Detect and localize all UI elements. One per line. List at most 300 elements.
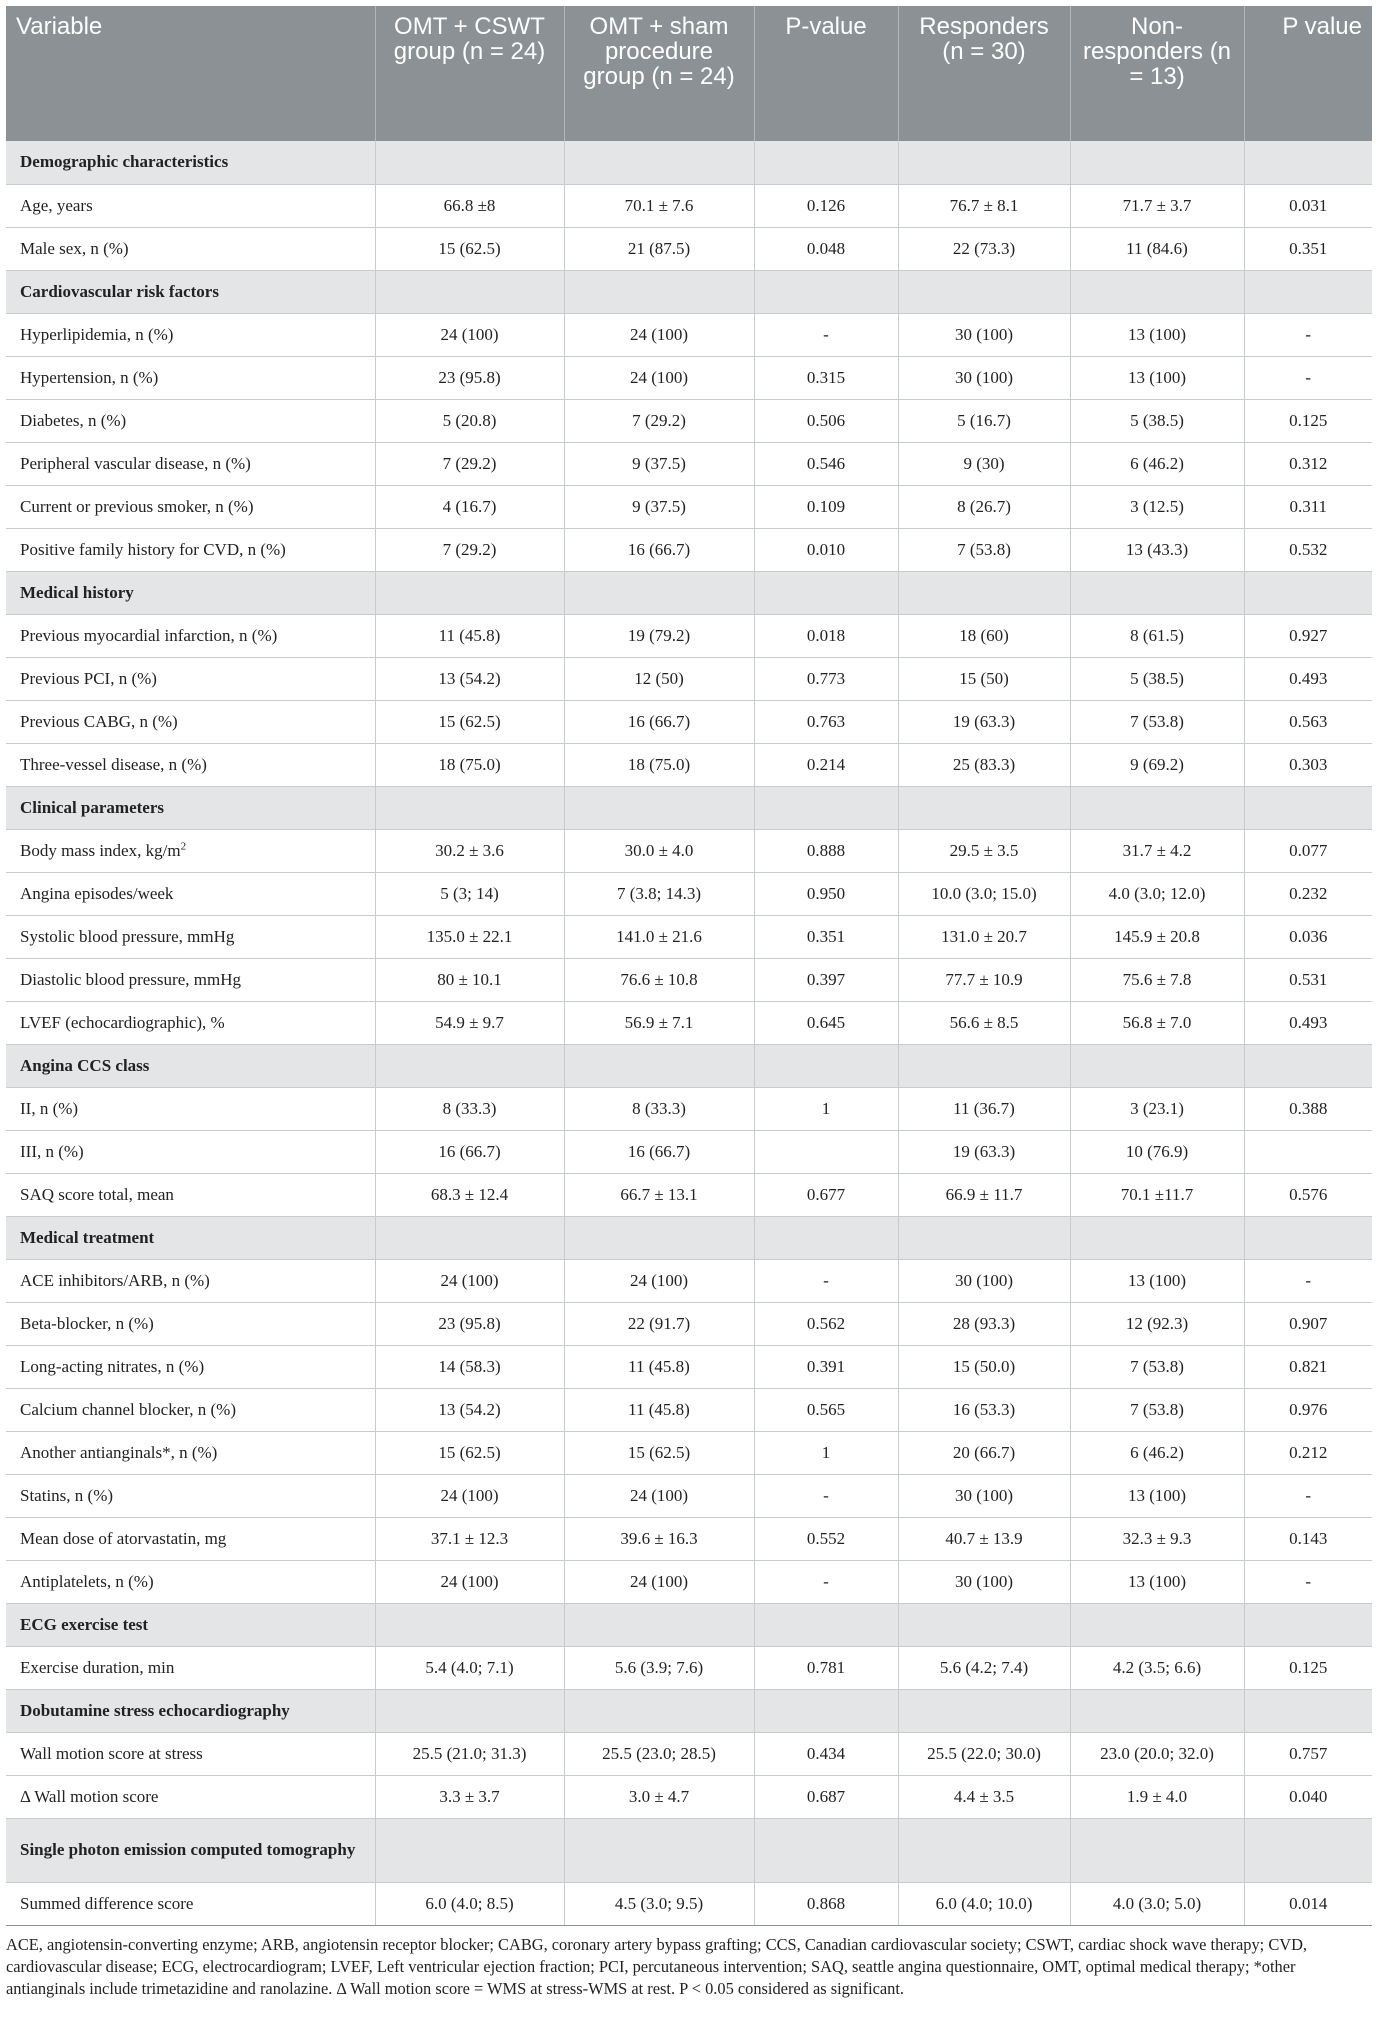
table-cell: 30 (100) — [898, 356, 1070, 399]
table-footnote: ACE, angiotensin-converting enzyme; ARB, angiotensin receptor blocker; CABG, coronary artery bypass grafting; CCS, Canadian cardiovascular society; CSWT, cardiac shock wave therapy; CVD, cardiovascular disease; ECG, electrocardiogram; LVEF, Left ventricular ejection fraction; PCI, percutaneous intervention; SAQ, seattle angina questionnaire, OMT, optimal medical therapy; *other antianginals include trimetazidine and ranolazine. Δ Wall motion score = WMS at stress-WMS at rest. P < 0.05 considered as significant. — [6, 1934, 1308, 1998]
table-row — [6, 1646, 1372, 1689]
table-row — [6, 184, 1372, 227]
table-cell: 0.077 — [1244, 829, 1372, 872]
row-label: Another antianginals*, n (%) — [6, 1431, 375, 1474]
table-cell: 0.868 — [754, 1882, 898, 1925]
table-cell: 37.1 ± 12.3 — [375, 1517, 564, 1560]
table-row — [6, 356, 1372, 399]
table-cell: 10.0 (3.0; 15.0) — [898, 872, 1070, 915]
table-cell: 0.950 — [754, 872, 898, 915]
section-row — [6, 1818, 1372, 1882]
table-cell: 7 (29.2) — [375, 442, 564, 485]
table-cell: 16 (53.3) — [898, 1388, 1070, 1431]
section-empty-cell — [375, 1603, 564, 1646]
section-empty-cell — [1070, 1603, 1244, 1646]
row-label: Hypertension, n (%) — [6, 356, 375, 399]
table-row — [6, 872, 1372, 915]
table-cell: 0.014 — [1244, 1882, 1372, 1925]
table-cell: 0.391 — [754, 1345, 898, 1388]
table-cell: 1.9 ± 4.0 — [1070, 1775, 1244, 1818]
section-empty-cell — [375, 571, 564, 614]
table-cell: 0.125 — [1244, 399, 1372, 442]
table-cell: 23 (95.8) — [375, 1302, 564, 1345]
table-cell: 7 (29.2) — [375, 528, 564, 571]
table-cell: 16 (66.7) — [564, 528, 754, 571]
table-cell: 77.7 ± 10.9 — [898, 958, 1070, 1001]
table-cell: 0.018 — [754, 614, 898, 657]
table-cell: 15 (50) — [898, 657, 1070, 700]
section-label: Cardiovascular risk factors — [6, 270, 375, 313]
table-body — [6, 141, 1372, 1925]
table-cell: 0.687 — [754, 1775, 898, 1818]
table-cell: 31.7 ± 4.2 — [1070, 829, 1244, 872]
table-row — [6, 1001, 1372, 1044]
section-empty-cell — [754, 1216, 898, 1259]
section-empty-cell — [754, 1689, 898, 1732]
table-row — [6, 829, 1372, 872]
row-label-text: Body mass index, kg/m — [20, 840, 181, 860]
table-cell: 0.562 — [754, 1302, 898, 1345]
section-label: Demographic characteristics — [6, 141, 375, 184]
table-cell: 56.6 ± 8.5 — [898, 1001, 1070, 1044]
section-empty-cell — [1070, 1818, 1244, 1882]
table-cell: - — [754, 1560, 898, 1603]
section-empty-cell — [1244, 1818, 1372, 1882]
row-label: Diabetes, n (%) — [6, 399, 375, 442]
section-empty-cell — [375, 786, 564, 829]
section-empty-cell — [898, 1689, 1070, 1732]
table-row — [6, 1517, 1372, 1560]
table-cell: - — [1244, 356, 1372, 399]
row-label: Wall motion score at stress — [6, 1732, 375, 1775]
section-empty-cell — [754, 786, 898, 829]
table-cell: 10 (76.9) — [1070, 1130, 1244, 1173]
table-row — [6, 1775, 1372, 1818]
section-row — [6, 1603, 1372, 1646]
table-cell: 8 (26.7) — [898, 485, 1070, 528]
table-cell: 0.214 — [754, 743, 898, 786]
table-cell: 30.0 ± 4.0 — [564, 829, 754, 872]
table-cell: 15 (50.0) — [898, 1345, 1070, 1388]
table-cell: 70.1 ± 7.6 — [564, 184, 754, 227]
section-empty-cell — [375, 1216, 564, 1259]
row-label: ACE inhibitors/ARB, n (%) — [6, 1259, 375, 1302]
table-cell: 32.3 ± 9.3 — [1070, 1517, 1244, 1560]
row-label: Exercise duration, min — [6, 1646, 375, 1689]
table-cell: 3.0 ± 4.7 — [564, 1775, 754, 1818]
table-cell: 13 (100) — [1070, 1259, 1244, 1302]
section-empty-cell — [754, 270, 898, 313]
row-label: III, n (%) — [6, 1130, 375, 1173]
table-cell: 5 (16.7) — [898, 399, 1070, 442]
table-cell: 131.0 ± 20.7 — [898, 915, 1070, 958]
section-empty-cell — [898, 1044, 1070, 1087]
section-empty-cell — [375, 141, 564, 184]
table-cell: 0.048 — [754, 227, 898, 270]
section-empty-cell — [1070, 270, 1244, 313]
row-label: Current or previous smoker, n (%) — [6, 485, 375, 528]
row-label: LVEF (echocardiographic), % — [6, 1001, 375, 1044]
table-cell — [1244, 1130, 1372, 1173]
table-cell: 54.9 ± 9.7 — [375, 1001, 564, 1044]
table-cell: 0.493 — [1244, 657, 1372, 700]
section-row — [6, 1044, 1372, 1087]
header-variable: Variable — [6, 6, 375, 141]
table-cell: 6.0 (4.0; 10.0) — [898, 1882, 1070, 1925]
table-cell: 16 (66.7) — [564, 700, 754, 743]
section-empty-cell — [1070, 1689, 1244, 1732]
table-cell: 0.757 — [1244, 1732, 1372, 1775]
section-empty-cell — [1244, 1216, 1372, 1259]
table-cell: 1 — [754, 1431, 898, 1474]
table-cell: 24 (100) — [375, 1259, 564, 1302]
table-cell: 0.645 — [754, 1001, 898, 1044]
table-cell: 0.434 — [754, 1732, 898, 1775]
section-row — [6, 141, 1372, 184]
section-empty-cell — [1070, 786, 1244, 829]
table-cell: 14 (58.3) — [375, 1345, 564, 1388]
row-label: II, n (%) — [6, 1087, 375, 1130]
table-cell: 23.0 (20.0; 32.0) — [1070, 1732, 1244, 1775]
table-cell: 56.8 ± 7.0 — [1070, 1001, 1244, 1044]
table-cell: 5.6 (4.2; 7.4) — [898, 1646, 1070, 1689]
table-cell: 71.7 ± 3.7 — [1070, 184, 1244, 227]
table-cell: 9 (37.5) — [564, 442, 754, 485]
table-cell: 6.0 (4.0; 8.5) — [375, 1882, 564, 1925]
table-cell: 0.311 — [1244, 485, 1372, 528]
table-cell: 75.6 ± 7.8 — [1070, 958, 1244, 1001]
superscript: 2 — [180, 839, 187, 852]
section-label: Clinical parameters — [6, 786, 375, 829]
section-empty-cell — [1070, 1044, 1244, 1087]
section-empty-cell — [564, 1216, 754, 1259]
table-cell: 9 (37.5) — [564, 485, 754, 528]
table-cell: 30 (100) — [898, 1560, 1070, 1603]
table-cell: 141.0 ± 21.6 — [564, 915, 754, 958]
table-row — [6, 1345, 1372, 1388]
table-cell: 0.010 — [754, 528, 898, 571]
table-cell: 21 (87.5) — [564, 227, 754, 270]
table-cell: 24 (100) — [564, 1474, 754, 1517]
section-empty-cell — [564, 1044, 754, 1087]
section-label: Medical treatment — [6, 1216, 375, 1259]
section-empty-cell — [1070, 1216, 1244, 1259]
section-label: Medical history — [6, 571, 375, 614]
table-cell: 5.4 (4.0; 7.1) — [375, 1646, 564, 1689]
table-cell: 5 (38.5) — [1070, 657, 1244, 700]
table-cell: 0.351 — [1244, 227, 1372, 270]
table-cell: - — [754, 1259, 898, 1302]
section-empty-cell — [375, 1689, 564, 1732]
table-cell: 0.232 — [1244, 872, 1372, 915]
table-cell: 70.1 ±11.7 — [1070, 1173, 1244, 1216]
header-p-value-2: P value — [1244, 6, 1372, 141]
section-empty-cell — [754, 1603, 898, 1646]
section-row — [6, 786, 1372, 829]
row-label: Statins, n (%) — [6, 1474, 375, 1517]
section-empty-cell — [1244, 1689, 1372, 1732]
table-cell: - — [754, 313, 898, 356]
table-cell: 4.0 (3.0; 12.0) — [1070, 872, 1244, 915]
table-cell: 18 (60) — [898, 614, 1070, 657]
table-row — [6, 614, 1372, 657]
section-empty-cell — [564, 571, 754, 614]
table-cell: 15 (62.5) — [375, 227, 564, 270]
table-cell: 40.7 ± 13.9 — [898, 1517, 1070, 1560]
section-empty-cell — [754, 1044, 898, 1087]
table-cell: 0.576 — [1244, 1173, 1372, 1216]
table-cell: - — [754, 1474, 898, 1517]
table-cell: 5.6 (3.9; 7.6) — [564, 1646, 754, 1689]
table-cell: 0.532 — [1244, 528, 1372, 571]
table-cell: 16 (66.7) — [375, 1130, 564, 1173]
table-cell: 15 (62.5) — [375, 1431, 564, 1474]
row-label — [6, 829, 375, 872]
table-row — [6, 657, 1372, 700]
section-row — [6, 571, 1372, 614]
table-cell: 4.0 (3.0; 5.0) — [1070, 1882, 1244, 1925]
table-cell: 39.6 ± 16.3 — [564, 1517, 754, 1560]
table-cell: 8 (33.3) — [375, 1087, 564, 1130]
table-cell: 6 (46.2) — [1070, 1431, 1244, 1474]
section-empty-cell — [375, 270, 564, 313]
header-p-value-1: P-value — [754, 6, 898, 141]
table-cell: 9 (30) — [898, 442, 1070, 485]
table-cell: 0.031 — [1244, 184, 1372, 227]
table-cell: 135.0 ± 22.1 — [375, 915, 564, 958]
table-cell: 0.781 — [754, 1646, 898, 1689]
table-row — [6, 1087, 1372, 1130]
table-cell: 11 (45.8) — [564, 1345, 754, 1388]
table-cell: 25 (83.3) — [898, 743, 1070, 786]
table-cell: - — [1244, 1259, 1372, 1302]
table-cell: 9 (69.2) — [1070, 743, 1244, 786]
table-cell: 56.9 ± 7.1 — [564, 1001, 754, 1044]
table-cell: 0.315 — [754, 356, 898, 399]
table-cell: 66.9 ± 11.7 — [898, 1173, 1070, 1216]
table-cell: 22 (91.7) — [564, 1302, 754, 1345]
table-cell: 22 (73.3) — [898, 227, 1070, 270]
row-label: Male sex, n (%) — [6, 227, 375, 270]
table-row — [6, 1882, 1372, 1925]
table-row — [6, 1259, 1372, 1302]
baseline-characteristics-table — [6, 6, 1372, 1926]
table-cell: 0.388 — [1244, 1087, 1372, 1130]
table-row — [6, 915, 1372, 958]
table-cell: 3 (12.5) — [1070, 485, 1244, 528]
table-cell: 0.397 — [754, 958, 898, 1001]
row-label: Δ Wall motion score — [6, 1775, 375, 1818]
row-label: Mean dose of atorvastatin, mg — [6, 1517, 375, 1560]
table-row — [6, 442, 1372, 485]
table-cell: 0.565 — [754, 1388, 898, 1431]
row-label: Peripheral vascular disease, n (%) — [6, 442, 375, 485]
table-cell: 68.3 ± 12.4 — [375, 1173, 564, 1216]
table-row — [6, 485, 1372, 528]
table-cell: 18 (75.0) — [564, 743, 754, 786]
table-cell: 7 (53.8) — [1070, 1345, 1244, 1388]
section-row — [6, 1689, 1372, 1732]
table-cell: 0.976 — [1244, 1388, 1372, 1431]
table-cell: 0.040 — [1244, 1775, 1372, 1818]
section-empty-cell — [898, 270, 1070, 313]
section-empty-cell — [375, 1044, 564, 1087]
row-label: Three-vessel disease, n (%) — [6, 743, 375, 786]
section-empty-cell — [564, 141, 754, 184]
section-empty-cell — [754, 571, 898, 614]
table-cell: 28 (93.3) — [898, 1302, 1070, 1345]
row-label: Hyperlipidemia, n (%) — [6, 313, 375, 356]
row-label: Previous myocardial infarction, n (%) — [6, 614, 375, 657]
table-row — [6, 1388, 1372, 1431]
table-cell: 0.773 — [754, 657, 898, 700]
section-empty-cell — [375, 1818, 564, 1882]
table-cell: 11 (84.6) — [1070, 227, 1244, 270]
table-cell: 6 (46.2) — [1070, 442, 1244, 485]
table-cell: 0.763 — [754, 700, 898, 743]
table-cell: 13 (54.2) — [375, 1388, 564, 1431]
section-row — [6, 1216, 1372, 1259]
table-cell: 0.907 — [1244, 1302, 1372, 1345]
table-cell: 24 (100) — [375, 1560, 564, 1603]
section-empty-cell — [1244, 1603, 1372, 1646]
table-row — [6, 1732, 1372, 1775]
section-empty-cell — [1244, 141, 1372, 184]
table-cell: 13 (100) — [1070, 356, 1244, 399]
section-empty-cell — [754, 1818, 898, 1882]
table-cell: 19 (63.3) — [898, 1130, 1070, 1173]
row-label: Summed difference score — [6, 1882, 375, 1925]
table-cell: 0.677 — [754, 1173, 898, 1216]
table-cell: 4.5 (3.0; 9.5) — [564, 1882, 754, 1925]
table-cell: 25.5 (23.0; 28.5) — [564, 1732, 754, 1775]
section-empty-cell — [1244, 786, 1372, 829]
table-cell: 23 (95.8) — [375, 356, 564, 399]
table-cell: 8 (61.5) — [1070, 614, 1244, 657]
section-empty-cell — [1244, 270, 1372, 313]
table-cell: 4.4 ± 3.5 — [898, 1775, 1070, 1818]
row-label: Previous CABG, n (%) — [6, 700, 375, 743]
table-cell: 5 (3; 14) — [375, 872, 564, 915]
section-empty-cell — [1070, 571, 1244, 614]
table-cell: 4 (16.7) — [375, 485, 564, 528]
table-cell: 30 (100) — [898, 1259, 1070, 1302]
table-row — [6, 1560, 1372, 1603]
section-label: Dobutamine stress echocardiography — [6, 1689, 375, 1732]
table-cell: 0.126 — [754, 184, 898, 227]
table-cell: 13 (100) — [1070, 313, 1244, 356]
table-cell: 25.5 (21.0; 31.3) — [375, 1732, 564, 1775]
table-cell: 7 (29.2) — [564, 399, 754, 442]
table-cell: 66.7 ± 13.1 — [564, 1173, 754, 1216]
row-label: Beta-blocker, n (%) — [6, 1302, 375, 1345]
row-label: Angina episodes/week — [6, 872, 375, 915]
table-cell: 20 (66.7) — [898, 1431, 1070, 1474]
table-cell: 11 (45.8) — [564, 1388, 754, 1431]
row-label: Previous PCI, n (%) — [6, 657, 375, 700]
section-empty-cell — [564, 1603, 754, 1646]
table-cell: 11 (36.7) — [898, 1087, 1070, 1130]
table-cell: 76.7 ± 8.1 — [898, 184, 1070, 227]
table-cell: 13 (100) — [1070, 1474, 1244, 1517]
table-cell: 30.2 ± 3.6 — [375, 829, 564, 872]
section-empty-cell — [898, 786, 1070, 829]
table-cell: 7 (53.8) — [1070, 1388, 1244, 1431]
section-empty-cell — [898, 1603, 1070, 1646]
table-cell: 0.303 — [1244, 743, 1372, 786]
table-cell: 0.351 — [754, 915, 898, 958]
section-label: ECG exercise test — [6, 1603, 375, 1646]
row-label: Calcium channel blocker, n (%) — [6, 1388, 375, 1431]
table-cell: 24 (100) — [564, 1560, 754, 1603]
section-empty-cell — [564, 1818, 754, 1882]
table-row — [6, 1474, 1372, 1517]
section-empty-cell — [898, 141, 1070, 184]
row-label: Age, years — [6, 184, 375, 227]
table-row — [6, 227, 1372, 270]
table-row — [6, 1302, 1372, 1345]
table-cell: 13 (54.2) — [375, 657, 564, 700]
table-row — [6, 399, 1372, 442]
table-cell: 29.5 ± 3.5 — [898, 829, 1070, 872]
table-cell: 7 (3.8; 14.3) — [564, 872, 754, 915]
table-cell: 0.143 — [1244, 1517, 1372, 1560]
table-cell: 0.531 — [1244, 958, 1372, 1001]
table-cell: 19 (79.2) — [564, 614, 754, 657]
table-cell: 7 (53.8) — [898, 528, 1070, 571]
table-cell: 80 ± 10.1 — [375, 958, 564, 1001]
table-cell: 15 (62.5) — [564, 1431, 754, 1474]
table-row — [6, 700, 1372, 743]
table-cell: 145.9 ± 20.8 — [1070, 915, 1244, 958]
table-row — [6, 743, 1372, 786]
section-empty-cell — [1244, 571, 1372, 614]
section-label: Angina CCS class — [6, 1044, 375, 1087]
table-cell: 0.493 — [1244, 1001, 1372, 1044]
table-cell: 24 (100) — [375, 1474, 564, 1517]
header-omt-sham-group: OMT + sham procedure group (n = 24) — [564, 6, 754, 141]
table-cell: 76.6 ± 10.8 — [564, 958, 754, 1001]
table-cell: 12 (92.3) — [1070, 1302, 1244, 1345]
table-cell: 5 (38.5) — [1070, 399, 1244, 442]
row-label: Diastolic blood pressure, mmHg — [6, 958, 375, 1001]
section-empty-cell — [754, 141, 898, 184]
table-cell: 5 (20.8) — [375, 399, 564, 442]
table-cell: - — [1244, 1474, 1372, 1517]
table-cell: 3 (23.1) — [1070, 1087, 1244, 1130]
table-row — [6, 1130, 1372, 1173]
table-cell: 19 (63.3) — [898, 700, 1070, 743]
table-cell: 0.212 — [1244, 1431, 1372, 1474]
table-cell: 0.927 — [1244, 614, 1372, 657]
table-cell: 3.3 ± 3.7 — [375, 1775, 564, 1818]
table-cell: 0.552 — [754, 1517, 898, 1560]
header-omt-cswt-group: OMT + CSWT group (n = 24) — [375, 6, 564, 141]
table-cell: 13 (43.3) — [1070, 528, 1244, 571]
table-cell: 30 (100) — [898, 1474, 1070, 1517]
table-cell: 7 (53.8) — [1070, 700, 1244, 743]
table-row — [6, 958, 1372, 1001]
table-cell: 0.125 — [1244, 1646, 1372, 1689]
table-cell: 0.546 — [754, 442, 898, 485]
table-cell: 0.506 — [754, 399, 898, 442]
table-cell: 66.8 ±8 — [375, 184, 564, 227]
table-cell: 18 (75.0) — [375, 743, 564, 786]
section-empty-cell — [898, 571, 1070, 614]
section-empty-cell — [898, 1216, 1070, 1259]
table-cell: 0.036 — [1244, 915, 1372, 958]
table-cell: 0.312 — [1244, 442, 1372, 485]
